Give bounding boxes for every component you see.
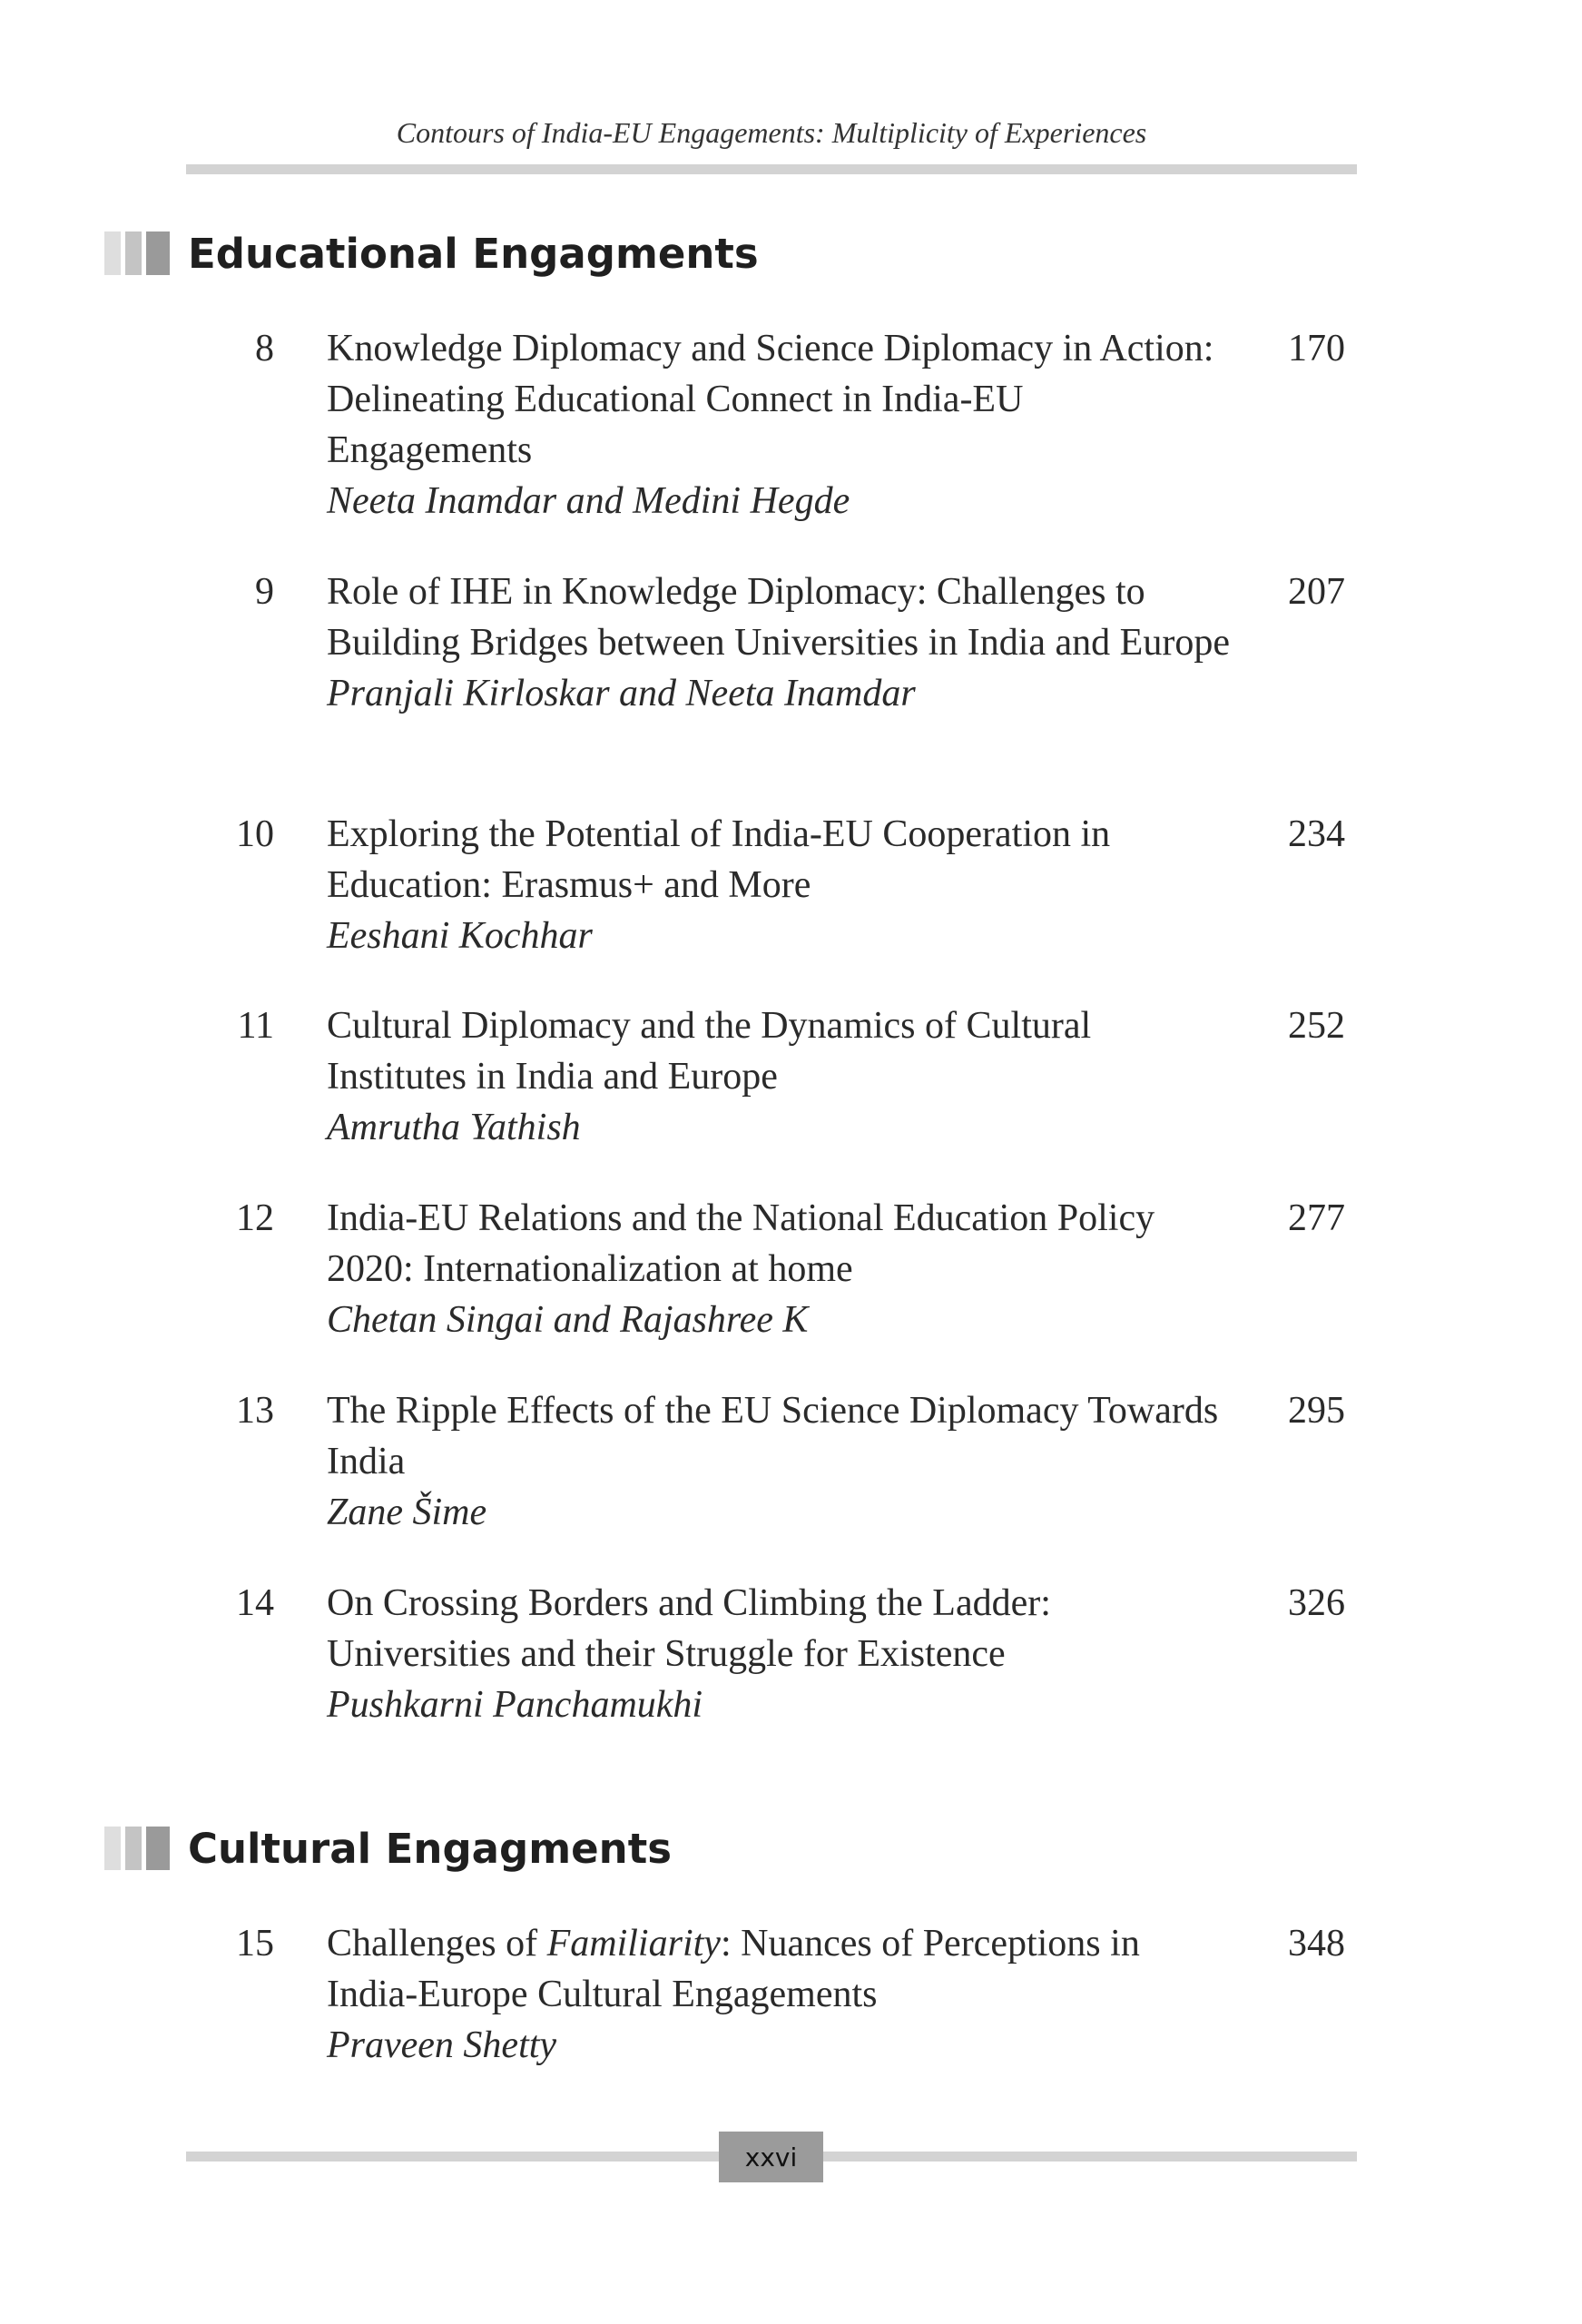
page-number: 170 [1288,328,1345,369]
section-bars-icon [104,231,170,275]
page-number: 252 [1288,1005,1345,1047]
chapter-title: India-EU Relations and the National Education Policy 2020: Internationalization at home [327,1197,1155,1290]
chapter-title-block [327,1578,1234,1730]
section-title: Cultural Engagments [188,1824,672,1873]
chapter-author: Eeshani Kochhar [327,915,593,957]
section-heading-cultural [104,1825,672,1872]
chapter-title-block [327,1918,1234,2071]
chapter-title: On Crossing Borders and Climbing the Ladder: Universities and their Struggle for Existence [327,1582,1051,1675]
chapter-title-start: Challenges of [327,1923,547,1965]
chapter-author: Pranjali Kirloskar and Neeta Inamdar [327,673,916,714]
chapter-title: Role of IHE in Knowledge Diplomacy: Challenges to Building Bridges between Universities in India and Europe [327,571,1230,664]
chapter-number: 8 [255,328,274,369]
chapter-number: 14 [236,1582,274,1624]
chapter-number: 12 [236,1197,274,1239]
chapter-author: Neeta Inamdar and Medini Hegde [327,480,850,522]
chapter-title-end: : Nuances of Perceptions in India-Europe Cultural Engagements [327,1923,1140,2015]
section-bars-icon [104,1827,170,1870]
chapter-title-block [327,1385,1234,1538]
section-heading-educational [104,230,759,277]
running-head: Contours of India-EU Engagements: Multiplicity of Experiences [396,116,1147,149]
page-number: 348 [1288,1923,1345,1965]
chapter-number: 15 [236,1923,274,1965]
chapter-title-italic: Familiarity [546,1923,721,1965]
page-number: 234 [1288,813,1345,855]
chapter-title: Knowledge Diplomacy and Science Diplomacy in Action: Delineating Educational Connect in India-EU Engagements [327,328,1214,471]
chapter-number: 13 [236,1390,274,1432]
chapter-title: Cultural Diplomacy and the Dynamics of Cultural Institutes in India and Europe [327,1005,1092,1098]
chapter-title: The Ripple Effects of the EU Science Diplomacy Towards India [327,1390,1219,1482]
chapter-title-block [327,1000,1234,1153]
chapter-author: Chetan Singai and Rajashree K [327,1299,809,1341]
page-number: 295 [1288,1390,1345,1432]
page-number: 207 [1288,571,1345,613]
section-title: Educational Engagments [188,229,759,278]
chapter-title-block [327,1193,1234,1345]
chapter-author: Amrutha Yathish [327,1107,581,1148]
chapter-author: Zane Šime [327,1492,487,1533]
chapter-title-block [327,809,1234,961]
chapter-title-block [327,566,1234,719]
chapter-number: 10 [236,813,274,855]
page-number: 277 [1288,1197,1345,1239]
folio-page-number: xxvi [719,2132,823,2182]
chapter-number: 11 [237,1005,274,1047]
chapter-title-block [327,323,1234,527]
page-number: 326 [1288,1582,1345,1624]
chapter-author: Praveen Shetty [327,2024,557,2066]
top-rule [186,164,1357,174]
chapter-number: 9 [255,571,274,613]
chapter-title: Exploring the Potential of India-EU Cooperation in Education: Erasmus+ and More [327,813,1111,906]
chapter-author: Pushkarni Panchamukhi [327,1684,703,1726]
